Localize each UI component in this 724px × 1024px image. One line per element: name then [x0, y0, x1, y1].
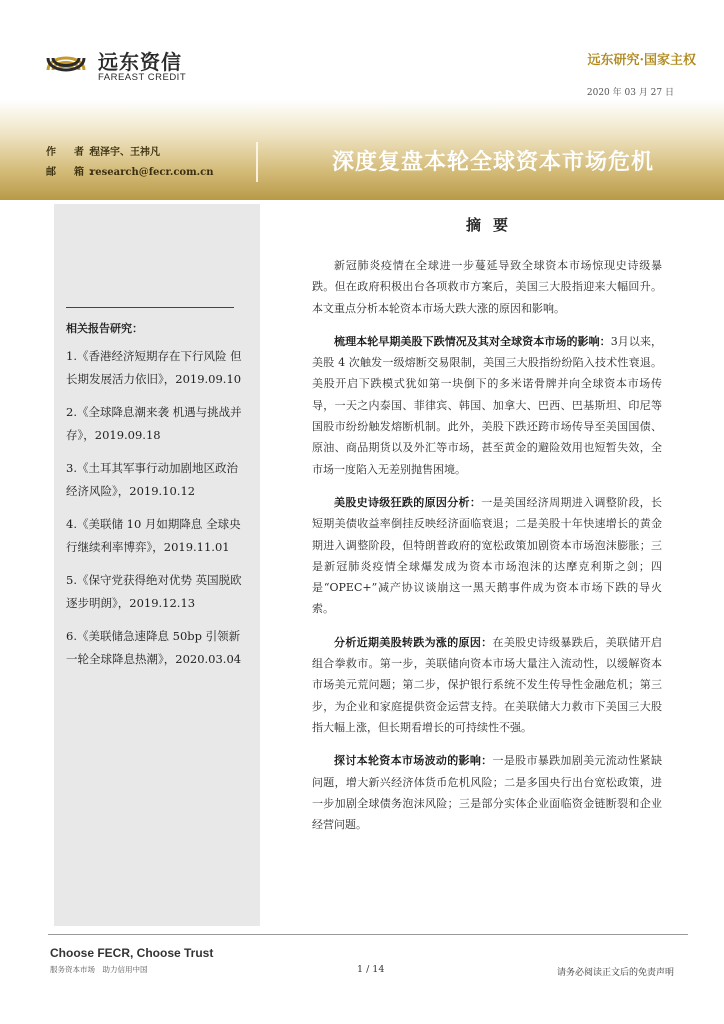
paragraph-2-lead: 美股史诗级狂跌的原因分析： [334, 495, 482, 509]
footer-disclaimer: 请务必阅读正文后的免责声明 [556, 968, 674, 978]
related-report-item[interactable]: 1.《香港经济短期存在下行风险 但长期发展活力依旧》，2019.09.10 [66, 349, 242, 386]
paragraph-2-body: 一是美国经济周期进入调整阶段，长短期美债收益率倒挂反映经济面临衰退；二是美股十年快速增长的黄金期进入调整阶段，但特朗普政府的宽松政策加剧资本市场泡沫膨胀；三是新冠肺炎疫情全球爆发成为资本市场泡沫的达摩克利斯之剑；四是“OPEC+”减产协议谈崩这一黑天鹅事件成为资本市场下跌的导火索。 [312, 495, 663, 616]
related-report-item[interactable]: 6.《美联储急速降息 50bp 引领新一轮全球降息热潮》，2020.03.04 [66, 629, 242, 666]
related-report-item[interactable]: 3.《土耳其军事行动加剧地区政治经济风险》，2019.10.12 [66, 461, 238, 498]
footer-slogan: Choose FECR, Choose Trust [50, 946, 214, 960]
abstract-paragraph-4 [312, 750, 662, 835]
related-reports-list [66, 345, 244, 681]
fecr-logo-mark-icon [44, 44, 88, 84]
author-value: 程泽宇、王祎凡 [90, 147, 160, 158]
author-label: 作 者： [46, 147, 102, 158]
report-title: 深度复盘本轮全球资本市场危机 [332, 150, 655, 175]
paragraph-1-lead: 梳理本轮早期美股下跌情况及其对全球资本市场的影响： [334, 334, 611, 348]
email-value[interactable]: research@fecr.com.cn [90, 167, 214, 178]
logo-name-en: FAREAST CREDIT [98, 72, 187, 83]
paragraph-4-lead: 探讨本轮资本市场波动的影响： [334, 754, 493, 768]
author-line [46, 143, 160, 158]
email-line [46, 163, 214, 178]
report-date: 2020 年 03 月 27 日 [586, 88, 674, 98]
abstract-intro: 新冠肺炎疫情在全球进一步蔓延导致全球资本市场惊现史诗级暴跌。但在政府积极出台各项救市方案后，美国三大股指迎来大幅回升。本文重点分析本轮资本市场大跌大涨的原因和影响。 [312, 259, 662, 315]
paragraph-1-body: 3月以来，美股 4 次触发一级熔断交易限制，美国三大股指纷纷陷入技术性衰退。美股开启下跌模式犹如第一块倒下的多米诺骨牌并向全球资本市场传导，一天之内泰国、菲律宾、韩国、加拿大、巴西、巴基斯坦、印尼等国股市纷纷触发熔断机制。此外，美股下跌还跨市场传导至美国国债、原油、商品期货以及外汇等市场，甚至黄金的避险效用也短暂失效，全市场一度陷入无差别抛售困境。 [312, 334, 663, 476]
fecr-logo [44, 44, 204, 84]
page-number: 1 / 14 [357, 964, 385, 975]
related-report-item[interactable]: 5.《保守党获得绝对优势 英国脱欧逐步明朗》，2019.12.13 [66, 573, 242, 610]
footer-slogan-sub: 服务资本市场 助力信用中国 [50, 965, 148, 974]
abstract-paragraph-3 [312, 632, 662, 738]
related-report-item[interactable]: 4.《美联储 10 月如期降息 全球央行继续利率博弈》，2019.11.01 [66, 517, 241, 554]
related-reports-sidebar [54, 204, 260, 926]
logo-name-cn: 远东资信 [98, 50, 182, 74]
abstract-paragraph-2 [312, 492, 662, 620]
email-label: 邮 箱： [46, 167, 102, 178]
abstract-section [312, 214, 662, 847]
abstract-heading: 摘要 [465, 216, 520, 234]
sidebar-divider [66, 307, 234, 308]
paragraph-4-body: 一是股市暴跌加剧美元流动性紧缺问题，增大新兴经济体货币危机风险；二是多国央行出台宽松政策，进一步加剧全球债务泡沫风险；三是部分实体企业面临资金链断裂和企业经营问题。 [312, 754, 662, 832]
paragraph-3-body: 在美股史诗级暴跌后，美联储开启组合拳救市。第一步，美联储向资本市场大量注入流动性，以缓解资本市场美元荒问题；第二步，保护银行系统不发生传导性金融危机；第三步，为企业和家庭提供资金运营支持。在美联储大力救市下美国三大股指大幅上涨，但长期看增长的可持续性不强。 [312, 635, 662, 734]
paragraph-3-lead: 分析近期美股转跌为涨的原因： [334, 635, 493, 649]
related-reports-heading: 相关报告研究： [66, 322, 143, 335]
related-report-item[interactable]: 2.《全球降息潮来袭 机遇与挑战并存》，2019.09.18 [66, 405, 242, 442]
footer-divider [48, 934, 688, 935]
report-series: 远东研究·国家主权 [587, 53, 696, 68]
abstract-paragraph-1 [312, 331, 662, 480]
banner-divider [256, 142, 258, 182]
